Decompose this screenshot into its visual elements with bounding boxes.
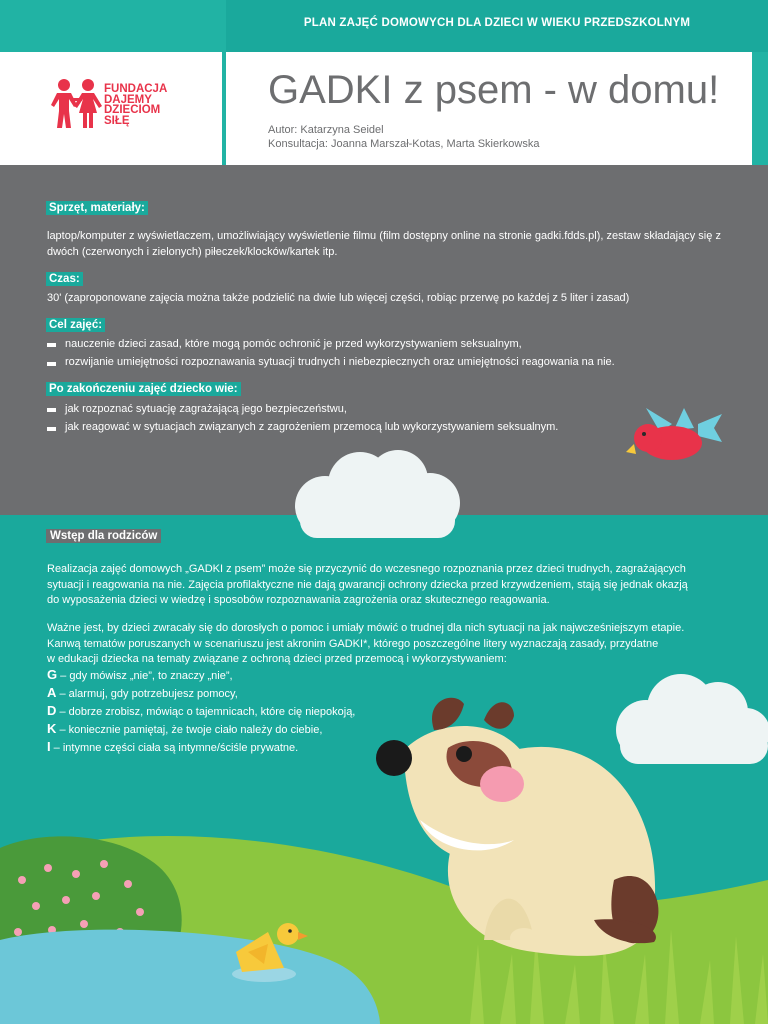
gadki-letter: A — [47, 685, 57, 700]
gadki-item-a — [47, 685, 238, 702]
banner-title: PLAN ZAJĘĆ DOMOWYCH DLA DZIECI W WIEKU PRZEDSZKOLNYM — [303, 17, 691, 29]
header-divider — [222, 0, 226, 165]
intro-label: Wstęp dla rodziców — [46, 529, 161, 543]
intro-line: Kanwą tematów poruszanych w scenariuszu jest akronim GADKI*, którego poszczególne litery wyznaczają zasady, przydatne — [47, 637, 659, 650]
logo-line: SIŁĘ — [104, 114, 130, 127]
intro-line: sytuacji i reagowania na nie. Zajęcia profilaktyczne nie dają gwarancji ochrony dziecka przed krzywdzeniem, stają się jednak okazją — [47, 578, 688, 591]
gadki-item-k — [47, 721, 322, 738]
gadki-text: – koniecznie pamiętaj, że twoje ciało należy do ciebie, — [56, 724, 323, 736]
gadki-text: – intymne części ciała są intymne/ściśle prywatne. — [50, 742, 299, 754]
bullet-icon — [47, 427, 56, 431]
goal-item: rozwijanie umiejętności rozpoznawania sytuacji trudnych i niebezpiecznych oraz umiejętności reagowania na nie. — [65, 356, 615, 368]
gadki-text: – dobrze zrobisz, mówiąc o tajemnicach, które cię niepokoją, — [56, 706, 356, 718]
gadki-text: – gdy mówisz „nie”, to znaczy „nie”, — [57, 670, 233, 682]
gadki-item-d — [47, 703, 355, 720]
logo-text — [104, 84, 167, 126]
intro-paragraph-1 — [47, 562, 688, 609]
top-bar-accent — [0, 0, 222, 52]
gadki-item-i — [47, 739, 298, 756]
gadki-text: – alarmuj, gdy potrzebujesz pomocy, — [56, 688, 238, 700]
gadki-letter: K — [47, 721, 57, 736]
outcome-item: jak reagować w sytuacjach związanych z zagrożeniem przemocą lub wykorzystywaniem seksualnym. — [65, 421, 559, 433]
duck-icon — [228, 912, 312, 988]
intro-line: Ważne jest, by dzieci zwracały się do dorosłych o pomoc i umiały mówić o trudnej dla nich sytuacji na jak najwcześniejszym etapie. — [47, 622, 685, 634]
time-label: Czas: — [46, 272, 83, 286]
intro-line: do wyposażenia dzieci w wiedzę i sposobów rozpoznawania zagrożenia oraz skutecznego reagowania. — [47, 594, 550, 606]
logo-line: FUNDACJA — [104, 83, 168, 95]
outcome-item: jak rozpoznać sytuację zagrażającą jego bezpieczeństwu, — [65, 403, 347, 415]
gadki-letter: I — [47, 739, 51, 754]
intro-paragraph-2 — [47, 621, 684, 668]
consultation: Konsultacja: Joanna Marszał-Kotas, Marta Skierkowska — [268, 138, 540, 150]
bullet-icon — [47, 343, 56, 347]
outcome-label: Po zakończeniu zajęć dziecko wie: — [46, 382, 241, 396]
dog-icon — [364, 690, 678, 980]
bird-icon — [618, 398, 724, 470]
bullet-icon — [47, 362, 56, 366]
intro-line: w edukacji dziecka na tematy związane z ochroną dzieci przed przemocą i wykorzystywaniem: — [47, 653, 507, 665]
kids-logo-icon — [48, 78, 106, 130]
header-right-edge — [752, 52, 768, 165]
equipment-label: Sprzęt, materiały: — [46, 201, 148, 215]
logo-line: DZIECIOM — [104, 104, 161, 116]
gadki-letter: D — [47, 703, 57, 718]
gadki-item-g — [47, 667, 233, 684]
goal-item: nauczenie dzieci zasad, które mogą pomóc ochronić je przed wykorzystywaniem seksualnym, — [65, 338, 522, 350]
time-text: 30' (zaproponowane zajęcia można także podzielić na dwie lub więcej części, robiąc przerwę po każdej z 5 liter i zasad) — [47, 292, 630, 304]
cloud-icon — [280, 448, 470, 542]
gadki-letter: G — [47, 667, 58, 682]
intro-line: Realizacja zajęć domowych „GADKI z psem” może się przyczynić do wczesnego rozpoznania przez dzieci trudnych, zagrażających — [47, 563, 686, 575]
equipment-text: laptop/komputer z wyświetlaczem, umożliwiający wyświetlenie filmu (film dostępny online na stronie gadki.fdds.pl), zestaw składający się z dwóch (czerwonych i zielonych) piłeczek/klocków/kartek itp. — [47, 230, 721, 258]
author: Autor: Katarzyna Seidel — [268, 124, 384, 136]
logo-line: DAJEMY — [104, 93, 152, 106]
goal-label: Cel zajęć: — [46, 318, 105, 332]
page-title: GADKI z psem - w domu! — [268, 68, 720, 112]
bullet-icon — [47, 408, 56, 412]
